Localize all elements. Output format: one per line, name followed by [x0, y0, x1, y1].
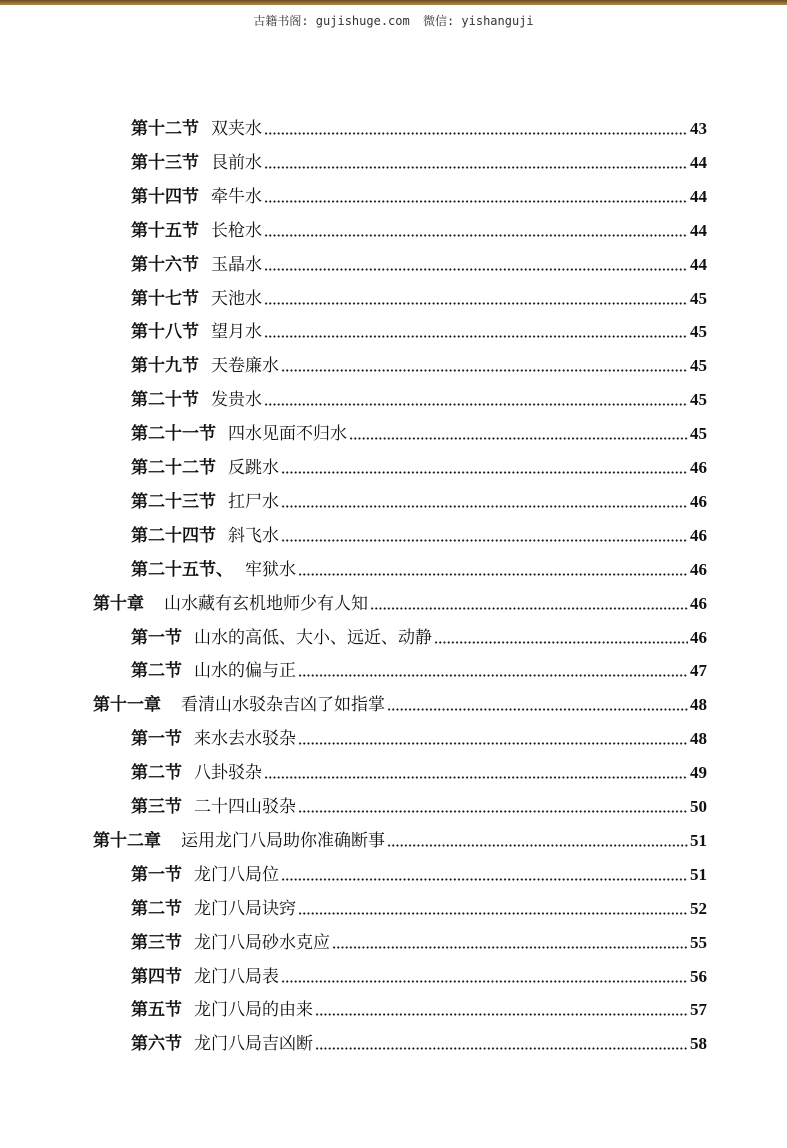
toc-page-number: 55	[690, 932, 707, 952]
toc-page-number: 57	[690, 1000, 707, 1020]
toc-entry-number: 第一节	[131, 864, 182, 885]
toc-entry-title: 来水去水驳杂	[194, 729, 296, 750]
toc-section-row[interactable]	[131, 727, 707, 751]
toc-page-number: 51	[690, 830, 707, 850]
toc-section-row[interactable]	[131, 998, 707, 1022]
toc-page-number: 44	[690, 152, 707, 172]
toc-page-number: 48	[690, 695, 707, 715]
dot-leader	[281, 980, 688, 983]
toc-page-number: 45	[690, 390, 707, 410]
dot-leader	[264, 234, 688, 237]
toc-entry-number: 第十五节	[131, 220, 199, 241]
toc-section-row[interactable]	[131, 558, 707, 582]
dot-leader	[298, 742, 688, 745]
toc-page-number: 52	[690, 898, 707, 918]
toc-section-row[interactable]	[131, 185, 707, 209]
toc-entry-number: 第十七节	[131, 288, 199, 309]
toc-section-row[interactable]	[131, 388, 707, 412]
toc-page-number: 43	[690, 119, 707, 138]
toc-entry-title: 发贵水	[211, 390, 262, 411]
toc-section-row[interactable]	[131, 151, 707, 175]
toc-page-number: 45	[690, 322, 707, 342]
dot-leader	[370, 607, 688, 610]
toc-section-row[interactable]	[131, 761, 707, 785]
toc-entry-title: 天池水	[211, 288, 262, 309]
toc-entry-title: 斜飞水	[228, 525, 279, 546]
toc-entry-number: 第三节	[131, 932, 182, 953]
toc-entry-number: 第二节	[131, 898, 182, 919]
toc-entry-number: 第二十一节	[131, 424, 216, 445]
toc-section-row[interactable]	[131, 524, 707, 548]
toc-entry-title: 反跳水	[228, 458, 279, 478]
toc-section-row[interactable]	[131, 253, 707, 277]
toc-section-row[interactable]	[131, 659, 707, 683]
toc-page-number: 45	[690, 288, 707, 308]
toc-section-row[interactable]	[131, 354, 707, 378]
dot-leader	[298, 810, 688, 813]
toc-entry-title: 望月水	[211, 322, 262, 343]
toc-section-row[interactable]	[131, 117, 707, 141]
toc-section-row[interactable]	[131, 863, 707, 887]
toc-section-row[interactable]	[131, 320, 707, 344]
toc-chapter-row[interactable]	[93, 693, 707, 717]
toc-page-number: 46	[690, 627, 707, 647]
toc-entry-title: 玉晶水	[211, 254, 262, 275]
toc-entry-title: 牵牛水	[211, 186, 262, 207]
dot-leader	[264, 132, 688, 135]
toc-entry-title: 龙门八局表	[194, 966, 279, 987]
dot-leader	[387, 844, 688, 847]
toc-page-number: 46	[690, 593, 707, 613]
dot-leader	[281, 471, 688, 474]
toc-entry-number: 第四节	[131, 966, 182, 987]
toc-entry-number: 第一节	[131, 729, 182, 750]
dot-leader	[332, 946, 688, 949]
toc-entry-title: 山水的偏与正	[194, 661, 296, 682]
dot-leader	[264, 403, 688, 406]
toc-entry-number: 第二节	[131, 661, 182, 682]
wechat-watermark: 微信: yishanguji	[422, 14, 534, 28]
toc-entry-number: 第二十二节	[131, 458, 216, 478]
toc-entry-number: 第十三节	[131, 152, 199, 173]
dot-leader	[264, 302, 688, 305]
toc-page-number: 46	[690, 458, 707, 477]
dot-leader	[264, 166, 688, 169]
toc-entry-title: 扛尸水	[228, 491, 279, 512]
toc-entry-title: 天卷廉水	[211, 356, 279, 377]
toc-entry-number: 第五节	[131, 1000, 182, 1021]
toc-entry-title: 长枪水	[211, 220, 262, 241]
toc-entry-number: 第一节	[131, 627, 182, 648]
dot-leader	[281, 539, 688, 542]
toc-section-row[interactable]	[131, 897, 707, 921]
dot-leader	[281, 369, 688, 372]
toc-page-number: 51	[690, 864, 707, 884]
toc-entry-title: 双夹水	[211, 119, 262, 139]
toc-chapter-row[interactable]	[93, 592, 707, 616]
toc-entry-title: 看清山水驳杂吉凶了如指掌	[181, 695, 385, 716]
toc-entry-number: 第六节	[131, 1034, 182, 1055]
dot-leader	[264, 200, 688, 203]
toc-entry-number: 第十八节	[131, 322, 199, 343]
toc-entry-title: 龙门八局的由来	[194, 1000, 313, 1021]
toc-entry-number: 第二十三节	[131, 491, 216, 512]
site-watermark: 古籍书阁: gujishuge.com	[253, 14, 410, 28]
toc-section-row[interactable]	[131, 626, 707, 650]
toc-page-number: 56	[690, 966, 707, 986]
toc-page-number: 58	[690, 1034, 707, 1054]
dot-leader	[264, 776, 688, 779]
toc-page-number: 44	[690, 220, 707, 240]
toc-page-number: 46	[690, 491, 707, 511]
toc-section-row[interactable]	[131, 422, 707, 446]
toc-page-number: 44	[690, 186, 707, 206]
toc-entry-title: 运用龙门八局助你准确断事	[181, 830, 385, 851]
dot-leader	[434, 641, 688, 644]
toc-entry-number: 第二节	[131, 763, 182, 784]
toc-entry-title: 龙门八局砂水克应	[194, 932, 330, 953]
toc-entry-number: 第十九节	[131, 356, 199, 377]
toc-entry-title: 山水的高低、大小、远近、动静	[194, 627, 432, 648]
toc-page-number: 47	[690, 661, 707, 681]
toc-chapter-row[interactable]	[93, 829, 707, 853]
toc-page-number: 46	[690, 559, 707, 579]
toc-entry-number: 第十二章	[93, 830, 161, 851]
toc-section-row[interactable]	[131, 931, 707, 955]
toc-entry-number: 第十二节	[131, 119, 199, 139]
dot-leader	[281, 505, 688, 508]
toc-entry-number: 第十一章	[93, 695, 161, 716]
toc-entry-number: 第二十五节、	[131, 559, 233, 580]
dot-leader	[298, 674, 688, 677]
toc-entry-title: 龙门八局诀窍	[194, 898, 296, 919]
toc-entry-number: 第三节	[131, 797, 182, 817]
toc-section-row[interactable]	[131, 795, 707, 819]
toc-entry-number: 第二十节	[131, 390, 199, 411]
top-border	[0, 0, 787, 5]
toc-section-row[interactable]	[131, 219, 707, 243]
toc-entry-title: 山水藏有玄机地师少有人知	[164, 593, 368, 614]
toc-entry-title: 四水见面不归水	[228, 424, 347, 445]
toc-page-number: 46	[690, 525, 707, 545]
toc-section-row[interactable]	[131, 490, 707, 514]
toc-section-row[interactable]	[131, 1032, 707, 1056]
toc-section-row[interactable]	[131, 287, 707, 311]
toc-page-number: 49	[690, 763, 707, 783]
toc-entry-title: 牢狱水	[245, 559, 296, 580]
toc-entry-number: 第二十四节	[131, 525, 216, 546]
toc-section-row[interactable]	[131, 965, 707, 989]
dot-leader	[281, 878, 688, 881]
dot-leader	[349, 437, 688, 440]
dot-leader	[264, 268, 688, 271]
dot-leader	[387, 708, 688, 711]
page-header	[0, 12, 787, 29]
toc-page-number: 45	[690, 424, 707, 444]
toc-entry-title: 艮前水	[211, 152, 262, 173]
toc-entry-number: 第十六节	[131, 254, 199, 275]
dot-leader	[298, 912, 688, 915]
dot-leader	[315, 1047, 688, 1050]
toc-page-number: 48	[690, 729, 707, 749]
dot-leader	[298, 573, 688, 576]
toc-entry-title: 八卦驳杂	[194, 763, 262, 784]
toc-entry-title: 龙门八局位	[194, 864, 279, 885]
toc-page-number: 44	[690, 254, 707, 274]
toc-page-number: 50	[690, 797, 707, 816]
toc-page-number: 45	[690, 356, 707, 376]
dot-leader	[315, 1013, 688, 1016]
toc-entry-number: 第十章	[93, 593, 144, 614]
dot-leader	[264, 335, 688, 338]
toc-entry-title: 二十四山驳杂	[194, 797, 296, 817]
toc-section-row[interactable]	[131, 456, 707, 480]
toc-entry-title: 龙门八局吉凶断	[194, 1034, 313, 1055]
toc-entry-number: 第十四节	[131, 186, 199, 207]
